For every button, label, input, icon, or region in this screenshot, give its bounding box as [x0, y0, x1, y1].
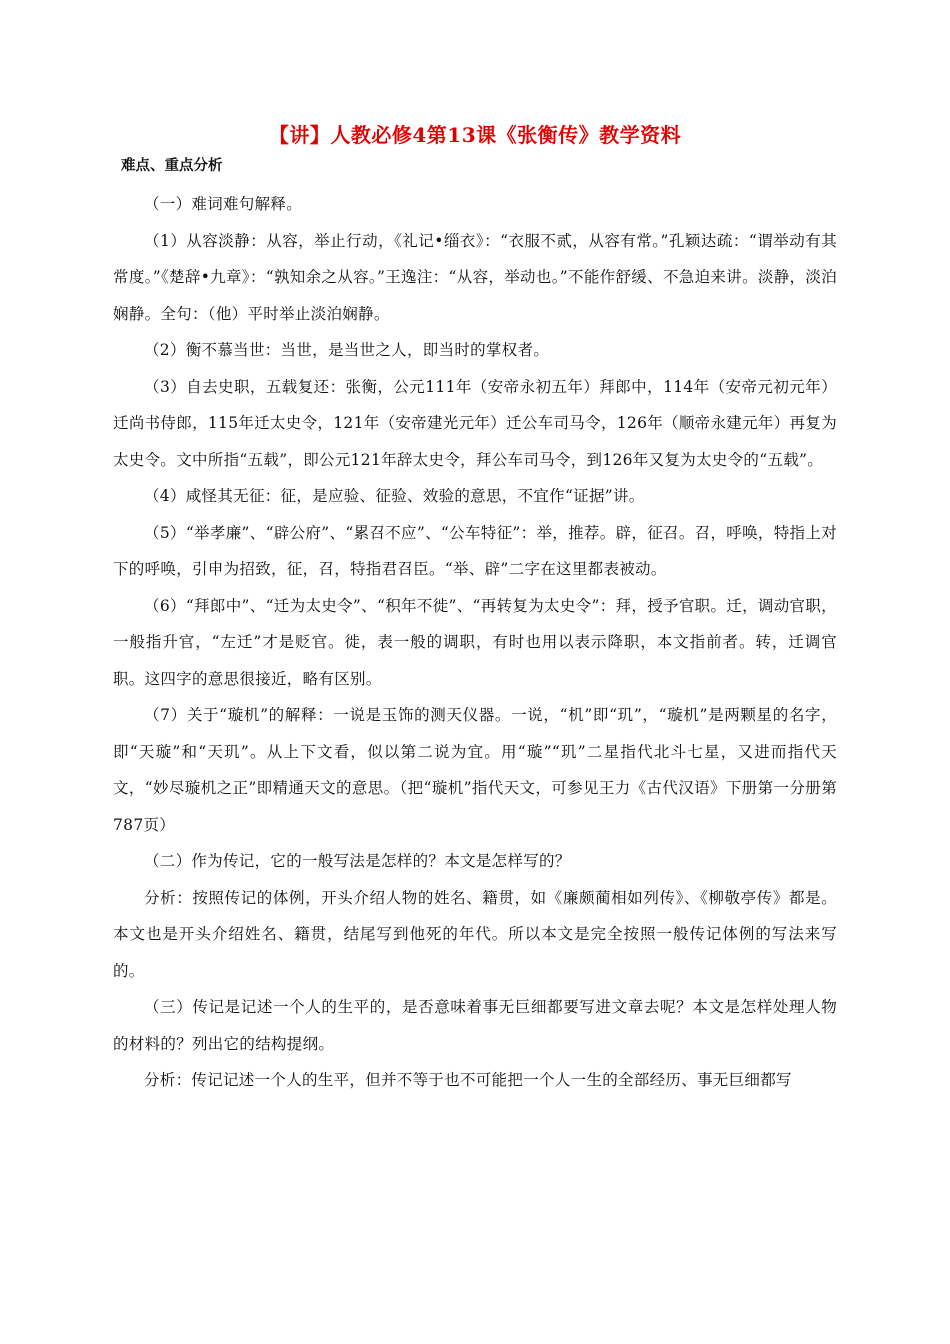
- paragraph-subheading-3: （三）传记是记述一个人的生平的，是否意味着事无巨细都要写进文章去呢？本文是怎样处理人物的材料的？列出它的结构提纲。: [113, 998, 837, 1053]
- paragraph-item-1: （1）从容淡静：从容，举止行动，《礼记•缁衣》：“衣服不贰，从容有常。”孔颖达疏：“谓举动有其常度。”《楚辞•九章》：“孰知余之从容。”王逸注：“从容，举动也。”不能作舒缓、不急迫来讲。淡静，淡泊娴静。全句：（他）平时举止淡泊娴静。: [113, 231, 837, 323]
- document-title: 【讲】人教必修4第13课《张衡传》教学资料: [268, 123, 682, 147]
- paragraph-item-7: （7）关于“璇机”的解释：一说是玉饰的测天仪器。一说，“机”即“玑”，“璇机”是两颗星的名字，即“天璇”和“天玑”。从上下文看，似以第二说为宜。用“璇”“玑”二星指代北斗七星，又进而指代天文，“妙尽璇机之正”即精通天文的意思。（把“璇机”指代天文，可参见王力《古代汉语》下册第一分册第787页）: [113, 706, 837, 834]
- paragraph-subheading-2: （二）作为传记，它的一般写法是怎样的？本文是怎样写的？: [144, 852, 571, 870]
- paragraph-item-5: （5）“举孝廉”、“辟公府”、“累召不应”、“公车特征”：举，推荐。辟，征召。召，呼唤，特指上对下的呼唤，引申为招致，征，召，特指君召臣。“举、辟”二字在这里都表被动。: [113, 523, 837, 578]
- paragraph-item-3: （3）自去史职，五载复还：张衡，公元111年（安帝永初五年）拜郎中，114年（安帝元初元年）迁尚书侍郎，115年迁太史令，121年（安帝建光元年）迁公车司马令，126年（顺帝永建元年）再复为太史令。文中所指“五载”，即公元121年辞太史令，拜公车司马令，到126年又复为太史令的“五载”。: [113, 377, 837, 469]
- document-page: [113, 120, 837, 1099]
- paragraph-item-6: （6）“拜郎中”、“迁为太史令”、“积年不徙”、“再转复为太史令”：拜，授予官职。迁，调动官职，一般指升官，“左迁”才是贬官。徙，表一般的调职，有时也用以表示降职，本文指前者。转，迁调官职。这四字的意思很接近，略有区别。: [113, 596, 837, 688]
- paragraph-item-4: （4）咸怪其无征：征，是应验、征验、效验的意思，不宜作“证据”讲。: [144, 487, 645, 505]
- paragraph-subheading-1: （一）难词难句解释。: [144, 195, 303, 213]
- paragraph-analysis-3: 分析：传记记述一个人的生平，但并不等于也不可能把一个人一生的全部经历、事无巨细都写: [144, 1071, 792, 1089]
- paragraph-item-2: （2）衡不慕当世：当世，是当世之人，即当时的掌权者。: [144, 341, 550, 359]
- paragraph-analysis-2: 分析：按照传记的体例，开头介绍人物的姓名、籍贯，如《廉颇蔺相如列传》、《柳敬亭传》都是。本文也是开头介绍姓名、籍贯，结尾写到他死的年代。所以本文是完全按照一般传记体例的写法来写的。: [113, 888, 837, 980]
- section-heading: 难点、重点分析: [121, 158, 223, 174]
